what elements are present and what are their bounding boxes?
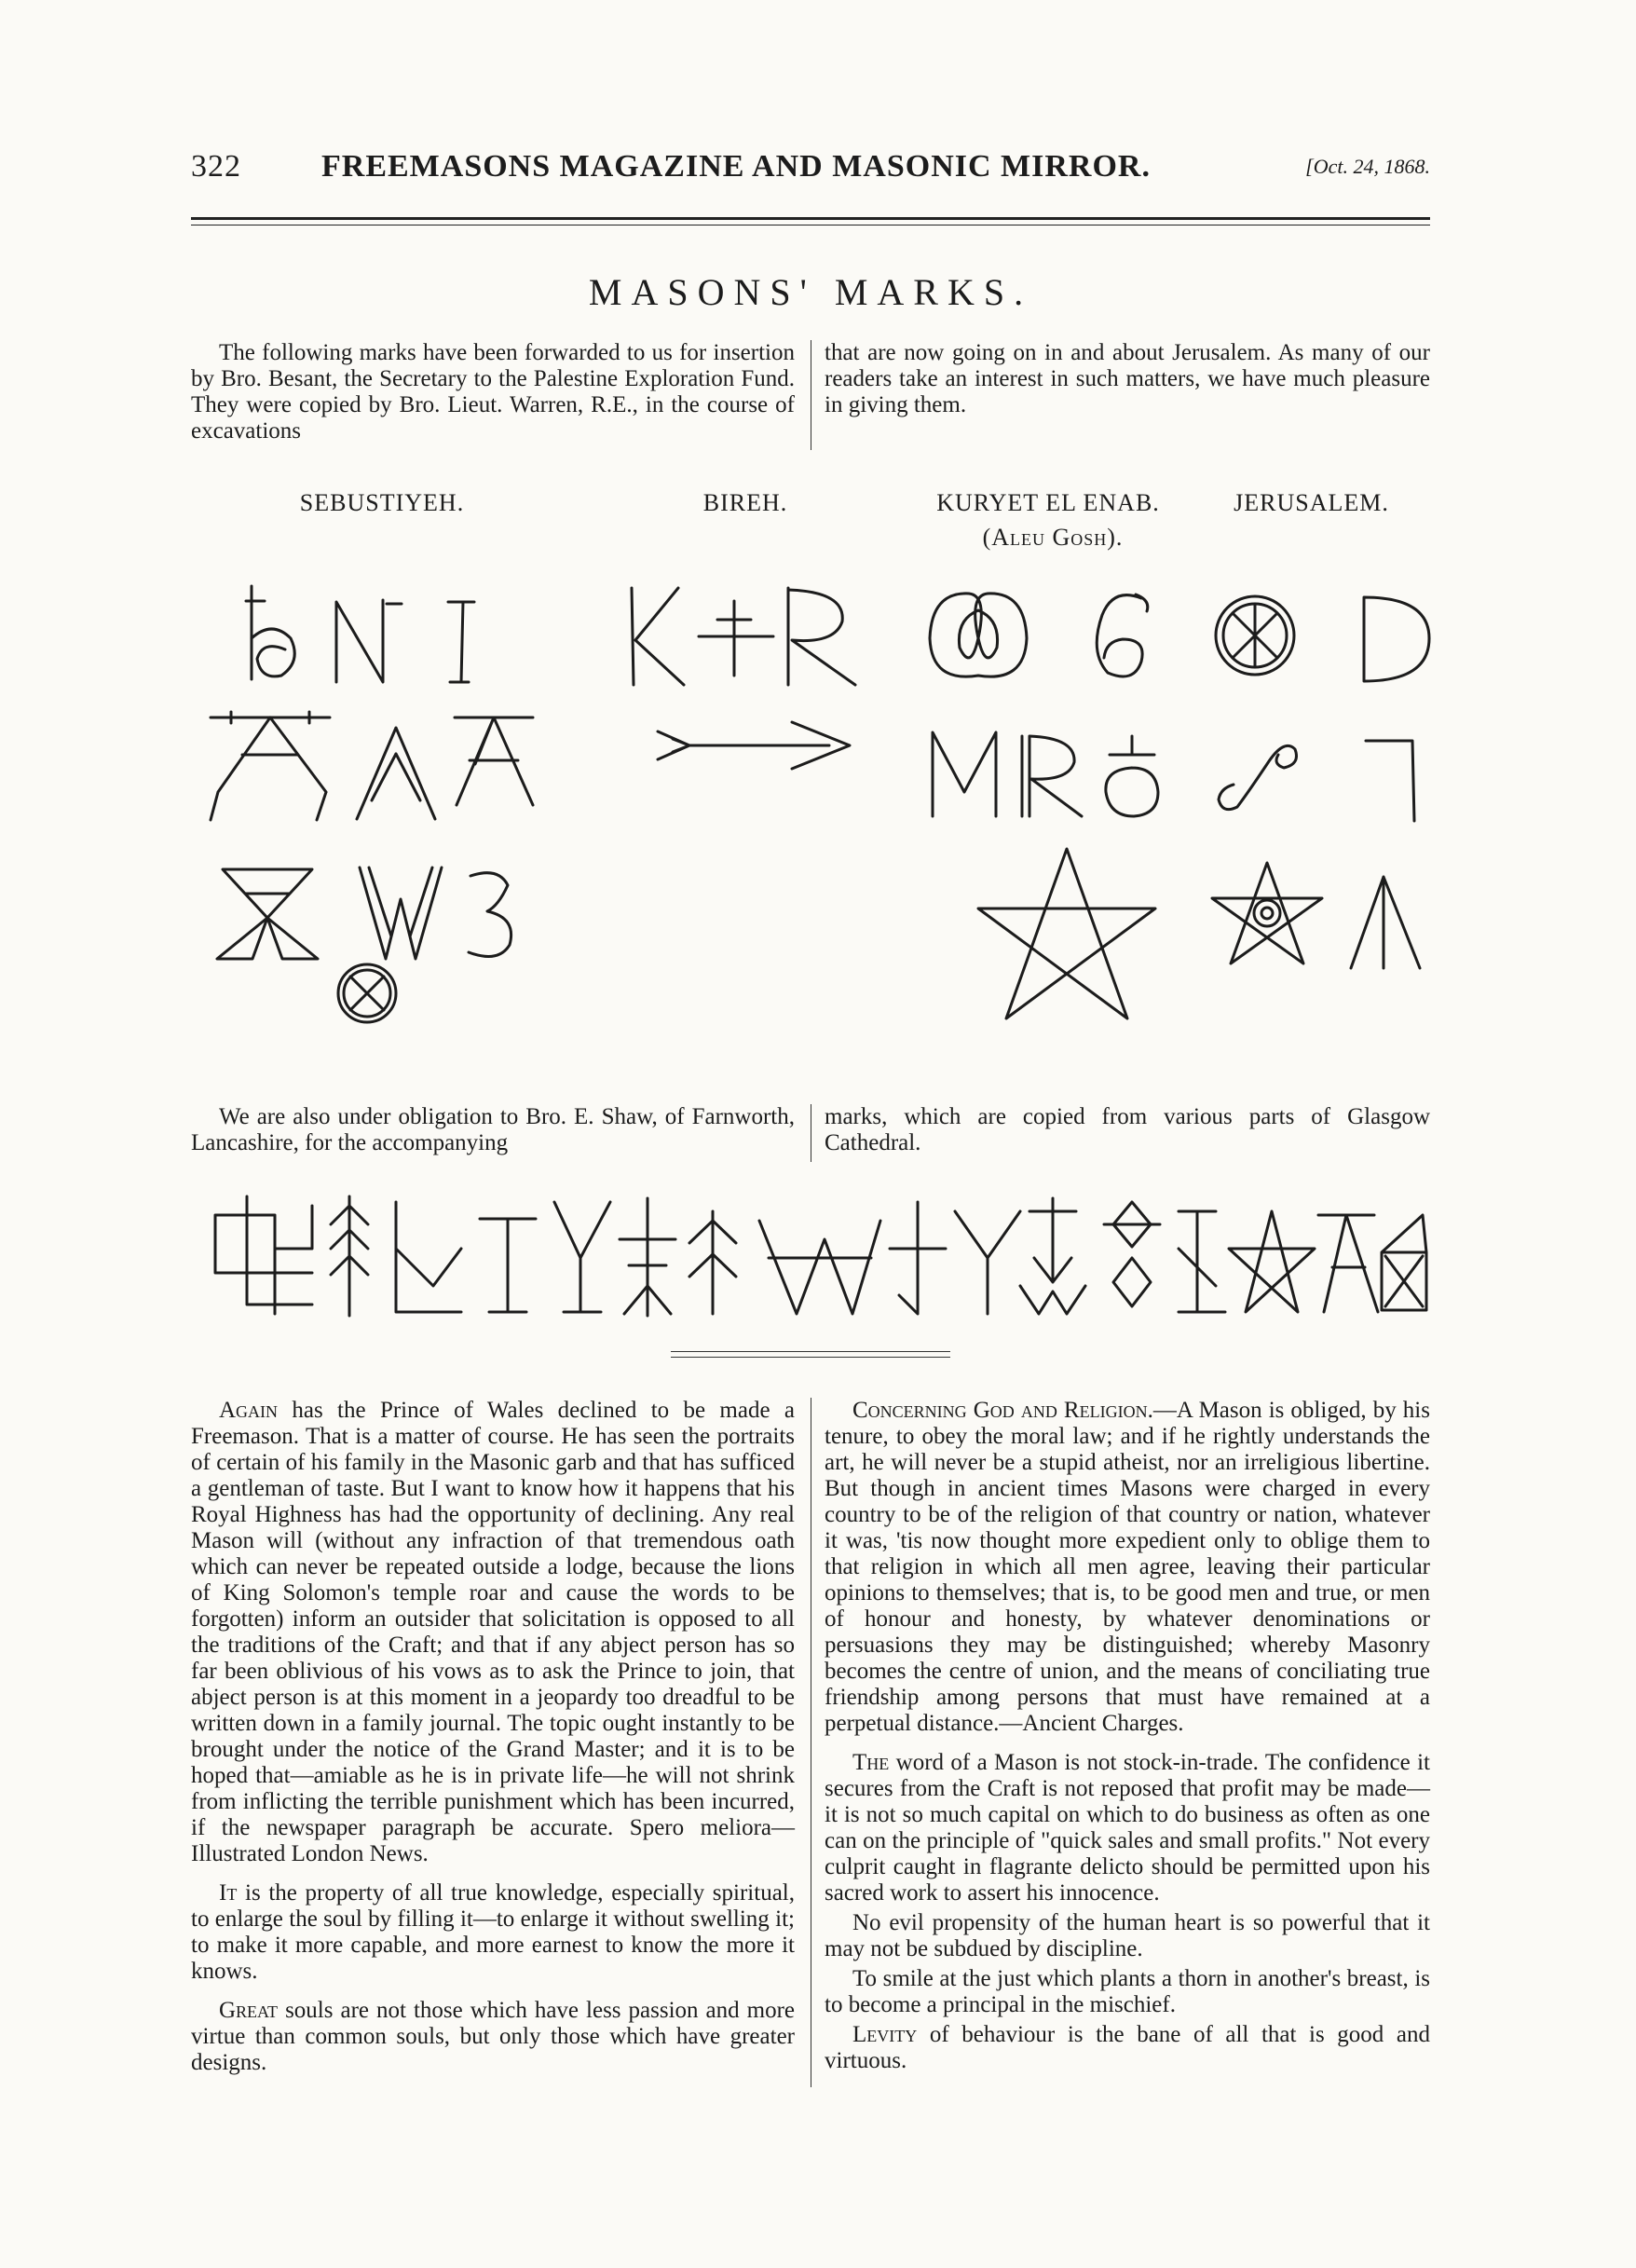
mark-pentagram-circle-icon	[1207, 857, 1328, 969]
glasgow-left-column	[191, 1104, 795, 1156]
glasgow-mark-xw-icon	[759, 1221, 880, 1314]
glasgow-mark-tree-icon	[331, 1196, 368, 1316]
glasgow-mark-arrow-down-icon	[1029, 1198, 1076, 1282]
caption-sebustiyeh: SEBUSTIYEH.	[299, 489, 465, 516]
mark-n-icon	[331, 596, 405, 685]
mark-pentagram-1-icon	[969, 843, 1165, 1025]
paragraph-text: To smile at the just which plants a thorn in another's breast, is to become a principal in the mischief.	[825, 1966, 1430, 2017]
paragraph-text: has the Prince of Wales declined to be made a Freemason. That is a matter of course. He has seen the portraits of certain of his family in the Masonic garb and that has sufficed a gentleman of taste. But I want to know how it happens that his Royal Highness has had the opportunity of declining. Any real Mason will (without any infraction of that tremendous oath which can never be repeated outside a lodge, because the lions of King Solomon's temple roar and cause the words to be forgotten) inform an outsider that solicitation is opposed to all the traditions of the Craft; and that if any abject person has so far been oblivious of his vows as to ask the Prince to join, that abject person is at this moment in a jeopardy too dreadful to be written down in a family journal. The topic ought instantly to be brought under the notice of the Grand Master; and it is to be hoped that—amiable as he is in private life—he will not shrink from inflicting the terrible punishment which has been incurred, if the newspaper paragraph be accurate. Spero meliora—Illustrated London News.	[191, 1398, 795, 1866]
paragraph-text: word of a Mason is not stock-in-trade. The confidence it secures from the Craft is not reposed that profit may be made—it is not so much capital on which to do business as often as one can on the principle of "quick sales and small profits." Not every culprit caught in flagrante delicto should be permitted upon his sacred work to assert his innocence.	[825, 1750, 1430, 1906]
paragraph-text: souls are not those which have less passion and more virtue than common souls, but only those which have greater designs.	[191, 1998, 795, 2075]
glasgow-mark-ww-icon	[1020, 1286, 1085, 1314]
page-number: 322	[191, 149, 241, 184]
glasgow-mark-y2-icon	[955, 1211, 1020, 1314]
mark-i-icon	[443, 596, 480, 685]
paragraph-right-2	[825, 1750, 1430, 1906]
mark-s-spiral-icon	[1211, 727, 1304, 815]
caption-jerusalem: JERUSALEM.	[1234, 489, 1389, 516]
paragraph-lead: Great	[219, 1998, 279, 2023]
mark-compass-bar-3-icon	[447, 708, 540, 825]
caption-bireh: BIREH.	[702, 489, 788, 516]
paragraph-lead: Again	[219, 1398, 279, 1423]
mark-d-icon	[1358, 592, 1433, 685]
glasgow-mark-dagger-icon	[890, 1202, 946, 1314]
paragraph-lead: Concerning God and Religion.	[852, 1398, 1153, 1423]
paragraph-text: of behaviour is the bane of all that is good and virtuous.	[825, 2022, 1430, 2073]
mark-double-loop-icon	[922, 582, 1034, 685]
lower-right-column	[825, 1398, 1430, 2074]
mark-w-icon	[354, 862, 447, 964]
paragraph-left-2	[191, 1880, 795, 1985]
glasgow-mark-y-icon	[554, 1202, 610, 1312]
mark-wheel-icon	[1211, 592, 1300, 680]
intro-left-text: The following marks have been forwarded to us for insertion by Bro. Besant, the Secretary to the Palestine Exploration Fund. They were copied by Bro. Lieut. Warren, R.E., in the course of excavations	[191, 340, 795, 444]
glasgow-mark-cross-icon	[620, 1198, 675, 1316]
paragraph-right-4	[825, 1966, 1430, 2018]
mark-mro-icon	[927, 727, 1197, 820]
article-title: MASONS' MARKS.	[588, 271, 1033, 313]
mark-arrow-icon	[652, 713, 857, 778]
mark-caret-icon	[1342, 871, 1425, 974]
paragraph-lead: The	[852, 1750, 890, 1775]
mark-compass-bar-1-icon	[205, 708, 335, 825]
paragraph-lead: Levity	[852, 2022, 918, 2047]
paragraph-left-3	[191, 1998, 795, 2076]
magazine-title: FREEMASONS MAGAZINE AND MASONIC MIRROR.	[321, 149, 1151, 184]
glasgow-left-text: We are also under obligation to Bro. E. Shaw, of Farnworth, Lancashire, for the accompanying	[191, 1104, 795, 1155]
section-rule-2	[671, 1357, 950, 1358]
glasgow-mark-swastika-icon	[215, 1196, 312, 1314]
section-rule-1	[671, 1351, 950, 1352]
paragraph-right-1	[825, 1398, 1430, 1737]
mark-circle-x-1-icon	[334, 960, 401, 1027]
glasgow-right-text: marks, which are copied from various parts of Glasgow Cathedral.	[825, 1104, 1430, 1155]
caption-aleu-gosh: (Aleu Gosh).	[982, 524, 1124, 551]
glasgow-mark-envelope-icon	[1382, 1215, 1426, 1310]
glasgow-mark-diamonds-icon	[1104, 1202, 1160, 1306]
caption-kuryet: KURYET EL ENAB.	[936, 489, 1160, 516]
paragraph-left-1	[191, 1398, 795, 1867]
mark-3-icon	[461, 867, 522, 964]
glasgow-mark-arrow-icon	[689, 1211, 736, 1314]
glasgow-mark-compass-icon	[1318, 1215, 1378, 1312]
mark-k-cross-r-icon	[624, 582, 866, 690]
issue-date: [Oct. 24, 1868.	[1305, 155, 1430, 178]
mark-trefoil-triangles-icon	[210, 862, 326, 964]
glasgow-right-column	[825, 1104, 1430, 1156]
paragraph-text: is the property of all true knowledge, especially spiritual, to enlarge the soul by filling it—to enlarge it without swelling it; to make it more capable, and more earnest to know the more it knows.	[191, 1880, 795, 1984]
paragraph-right-3	[825, 1910, 1430, 1962]
paragraph-right-5	[825, 2022, 1430, 2074]
paragraph-lead: It	[219, 1880, 238, 1906]
glasgow-marks-strip	[210, 1193, 1430, 1323]
mark-h-shape-icon	[244, 582, 309, 685]
paragraph-text: —A Mason is obliged, by his tenure, to obey the moral law; and if he rightly understands the art, he will never be a stupid atheist, nor an irreligious libertine. But though in ancient times Masons were charged in every country to be of the religion of that country or nation, whatever it was, 'tis now thought more expedient only to oblige them to that religion in which all men agree, leaving their particular opinions to themselves; that is, to be good men and true, or men of honour and honesty, by whatever denominations or persuasions they may be distinguished; whereby Masonry becomes the centre of union, and the means of conciliating true friendship among persons that must have remained at a perpetual distance.—Ancient Charges.	[825, 1398, 1430, 1736]
paragraph-text: No evil propensity of the human heart is so powerful that it may not be subdued by discipline.	[825, 1910, 1430, 1961]
mark-6-icon	[1085, 587, 1160, 685]
lower-left-column	[191, 1398, 795, 2076]
mark-gamma-icon	[1360, 731, 1425, 825]
glasgow-mark-l-icon	[396, 1202, 461, 1312]
intro-right-text: that are now going on in and about Jerusalem. As many of our readers take an interest in such matters, we have much pleasure in giving them.	[825, 340, 1430, 417]
glasgow-mark-i-bar-icon	[1179, 1211, 1225, 1312]
mark-compass-2-icon	[349, 722, 443, 825]
glasgow-mark-t-icon	[480, 1219, 536, 1312]
glasgow-mark-pentagram-2-icon	[1229, 1211, 1315, 1312]
